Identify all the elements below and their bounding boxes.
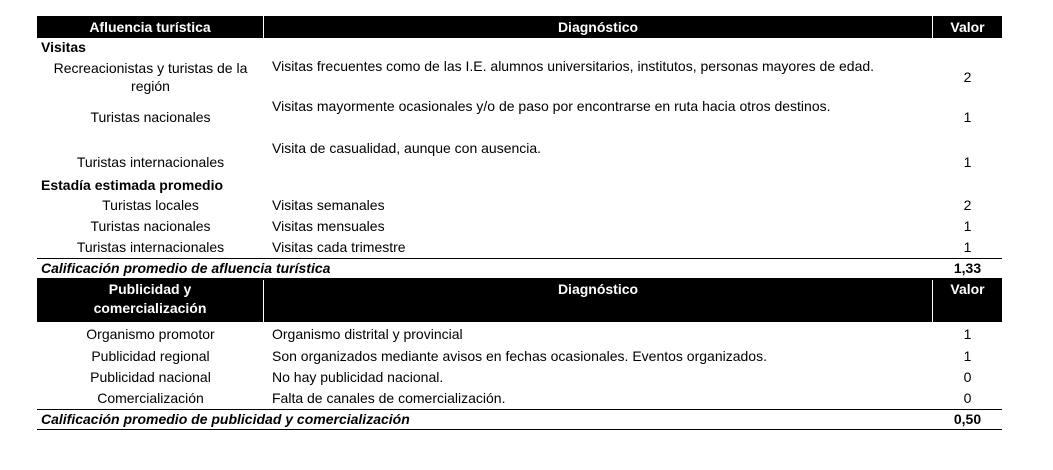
row-value: 1 bbox=[963, 348, 972, 364]
row-label: Turistas nacionales bbox=[90, 218, 211, 234]
table-row bbox=[37, 216, 1002, 237]
table-row bbox=[37, 137, 1002, 173]
row-diagnostic: Organismo distrital y provincial bbox=[272, 326, 463, 342]
row-label: Publicidad regional bbox=[91, 348, 210, 364]
row-diagnostic: Visitas mayormente ocasionales y/o de paso por encontrarse en ruta hacia otros destinos. bbox=[272, 98, 831, 114]
header-valor: Valor bbox=[950, 19, 985, 35]
row-diagnostic: No hay publicidad nacional. bbox=[272, 369, 444, 385]
row-label: Turistas internacionales bbox=[76, 154, 225, 170]
row-value: 1 bbox=[963, 218, 972, 234]
table-row bbox=[37, 195, 1002, 216]
section-estadia: Estadía estimada promedio bbox=[41, 177, 224, 193]
row-value: 1 bbox=[963, 326, 972, 342]
section-visitas: Visitas bbox=[41, 39, 86, 55]
row-label: Comercialización bbox=[97, 390, 204, 406]
table-row bbox=[37, 97, 1002, 137]
average-value: 1,33 bbox=[953, 260, 982, 276]
table1-header bbox=[37, 16, 1002, 38]
row-value: 1 bbox=[963, 154, 972, 170]
row-value: 0 bbox=[963, 369, 972, 385]
header-afluencia: Afluencia turística bbox=[37, 16, 264, 38]
row-diagnostic: Visita de casualidad, aunque con ausencia. bbox=[272, 140, 542, 156]
row-label: Turistas nacionales bbox=[90, 109, 211, 125]
table-row bbox=[37, 367, 1002, 388]
table2-header bbox=[37, 279, 1002, 322]
table-row bbox=[37, 388, 1002, 409]
row-label: Publicidad nacional bbox=[90, 369, 211, 385]
row-diagnostic: Visitas mensuales bbox=[272, 218, 385, 234]
average-label: Calificación promedio de publicidad y comercialización bbox=[41, 411, 410, 427]
average-row bbox=[37, 409, 1002, 430]
row-diagnostic: Visitas frecuentes como de las I.E. alumnos universitarios, institutos, personas mayores de edad. bbox=[272, 58, 875, 74]
average-label: Calificación promedio de afluencia turística bbox=[41, 260, 331, 276]
table-row bbox=[37, 57, 1002, 97]
row-value: 0 bbox=[963, 390, 972, 406]
row-label: Organismo promotor bbox=[86, 326, 215, 342]
header-valor: Valor bbox=[950, 281, 985, 297]
row-diagnostic: Son organizados mediante avisos en fechas ocasionales. Eventos organizados. bbox=[272, 348, 767, 364]
evaluation-table bbox=[37, 16, 1002, 430]
row-value: 1 bbox=[963, 239, 972, 255]
table-row bbox=[37, 323, 1002, 345]
row-value: 1 bbox=[963, 109, 972, 125]
row-diagnostic: Visitas semanales bbox=[272, 197, 385, 213]
row-value: 2 bbox=[963, 197, 972, 213]
average-value: 0,50 bbox=[953, 411, 982, 427]
average-row bbox=[37, 258, 1002, 279]
header-diagnostico: Diagnóstico bbox=[264, 16, 933, 38]
row-diagnostic: Falta de canales de comercialización. bbox=[272, 390, 506, 406]
row-label: Turistas internacionales bbox=[76, 239, 225, 255]
table-row bbox=[37, 237, 1002, 258]
table-row bbox=[37, 345, 1002, 367]
header-diagnostico: Diagnóstico bbox=[264, 280, 933, 322]
header-publicidad: Publicidad y comercialización bbox=[37, 280, 264, 322]
row-label: Recreacionistas y turistas de la región bbox=[53, 60, 248, 94]
row-diagnostic: Visitas cada trimestre bbox=[272, 239, 406, 255]
row-label: Turistas locales bbox=[102, 197, 199, 213]
row-value: 2 bbox=[963, 69, 972, 85]
